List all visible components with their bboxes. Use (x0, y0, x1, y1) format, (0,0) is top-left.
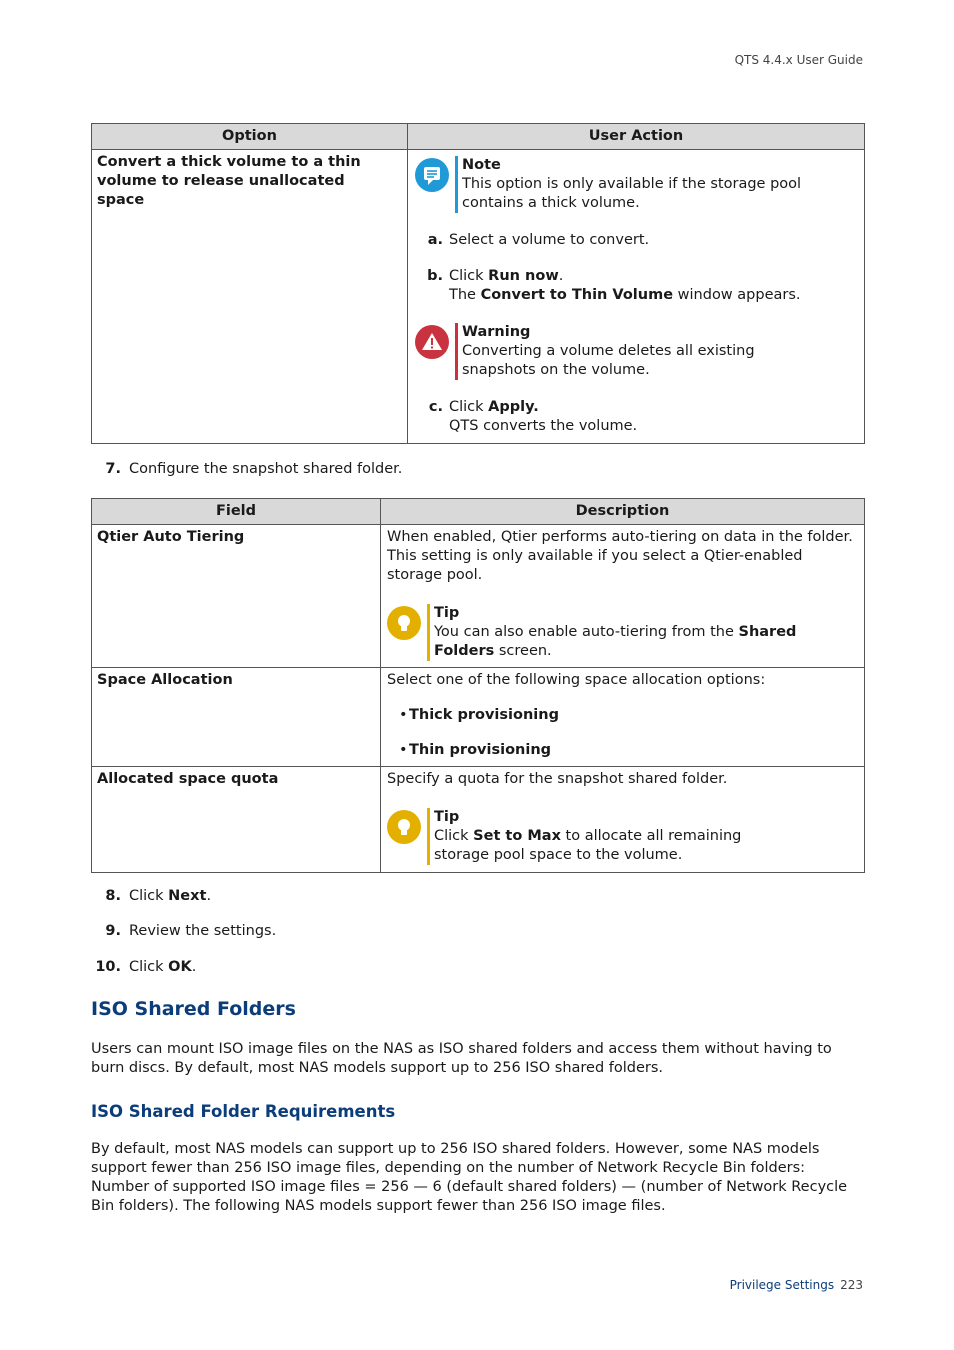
option-table (91, 123, 865, 444)
footer (730, 1276, 863, 1295)
field-qtier: Qtier Auto Tiering (97, 529, 245, 545)
field-space-allocation: Space Allocation (97, 672, 233, 688)
step-b: b. Click Run now. The Convert to Thin Volume window appears. (427, 268, 801, 303)
option-label: Convert a thick volume to a thin volume to release unallocated space (97, 154, 361, 208)
section-title: ISO Shared Folders (91, 998, 296, 1020)
note-callout (415, 156, 858, 213)
warning-text: Converting a volume deletes all existing snapshots on the volume. (462, 343, 755, 378)
step-9: 9. Review the settings. (105, 923, 277, 939)
page-number: 223 (840, 1278, 863, 1292)
warning-icon (415, 325, 449, 359)
column-header-field: Field (92, 499, 381, 525)
desc-quota: Specify a quota for the snapshot shared folder. (387, 771, 728, 787)
tip-icon (387, 606, 421, 640)
tip-callout-quota: Tip Click Set to Max to allocate all remaining storage pool space to the volume. (387, 808, 858, 865)
step-7: 7. Configure the snapshot shared folder. (105, 461, 403, 477)
bullet-thick: • Thick provisioning (399, 707, 559, 723)
field-table (91, 498, 865, 873)
section-intro: Users can mount ISO image files on the NAS as ISO shared folders and access them without having to burn discs. By default, most NAS models support up to 256 ISO shared folders. (91, 1041, 832, 1076)
step-10: 10. Click OK. (95, 959, 197, 975)
tip-callout-qtier: Tip You can also enable auto-tiering from the Shared Folders screen. (387, 604, 858, 661)
field-quota: Allocated space quota (97, 771, 279, 787)
bullet-thin: • Thin provisioning (399, 742, 552, 758)
step-c: c. Click Apply. QTS converts the volume. (428, 399, 638, 434)
note-icon (415, 158, 449, 192)
subsection-body: By default, most NAS models can support up to 256 ISO shared folders. However, some NAS models support fewer than 256 ISO image files, depending on the number of Network Recycle Bin folders: Number of supported ISO image files = 256 — 6 (default shared folders) — (number of Network Recycle Bin folders). The following NAS models support fewer than 256 ISO image files. (91, 1141, 848, 1214)
header-title: QTS 4.4.x User Guide (734, 53, 863, 67)
note-title: Note (462, 157, 501, 173)
note-text: This option is only available if the storage pool contains a thick volume. (462, 176, 802, 211)
column-header-user-action: User Action (408, 124, 865, 150)
desc-space-allocation: Select one of the following space allocation options: (387, 672, 766, 688)
footer-section: Privilege Settings (729, 1278, 835, 1292)
column-header-description: Description (381, 499, 865, 525)
warning-callout (415, 323, 858, 380)
subsection-title: ISO Shared Folder Requirements (91, 1102, 396, 1121)
step-8: 8. Click Next. (105, 888, 212, 904)
warning-title: Warning (462, 324, 531, 340)
column-header-option: Option (92, 124, 408, 150)
tip-icon (387, 810, 421, 844)
step-a: a. Select a volume to convert. (427, 232, 650, 248)
desc-qtier: When enabled, Qtier performs auto-tiering on data in the folder. This setting is only available if you select a Qtier-enabled storage pool. (387, 529, 853, 583)
